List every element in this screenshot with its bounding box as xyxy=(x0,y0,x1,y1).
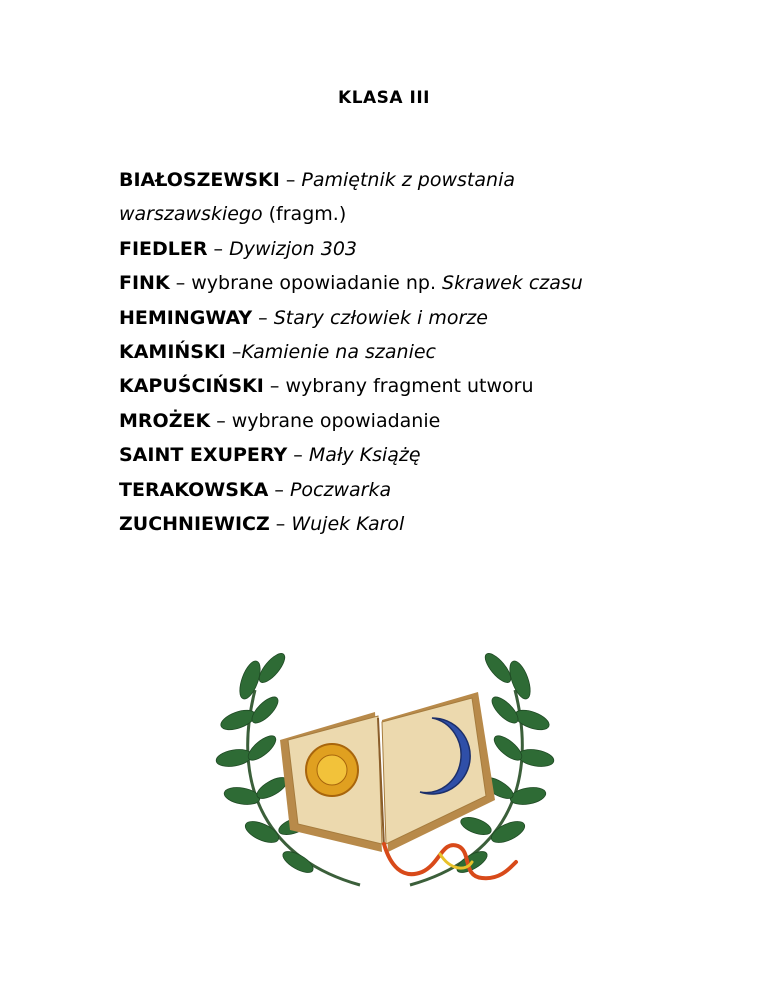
list-item xyxy=(119,232,719,266)
work-title: Mały Książę xyxy=(308,444,421,467)
separator: – wybrane opowiadanie np. xyxy=(169,272,443,295)
list-item xyxy=(119,335,719,369)
author-name: FINK xyxy=(119,272,170,295)
work-title: Pamiętnik z powstania warszawskiego xyxy=(119,169,515,226)
reading-list xyxy=(119,163,719,541)
list-item xyxy=(119,438,719,472)
ribbon-icon xyxy=(384,844,516,878)
separator: – xyxy=(269,513,292,536)
list-item xyxy=(119,301,719,335)
laurel-book-sun-moon-emblem-icon xyxy=(210,640,560,900)
list-item xyxy=(119,163,599,232)
author-name: FIEDLER xyxy=(119,237,208,260)
separator: – wybrany fragment utworu xyxy=(263,375,534,398)
list-item xyxy=(119,473,719,507)
work-title: Kamienie na szaniec xyxy=(241,341,436,364)
author-name: KAPUŚCIŃSKI xyxy=(119,375,264,398)
separator: – wybrane opowiadanie xyxy=(210,409,441,432)
list-item xyxy=(119,404,719,438)
sun-icon xyxy=(306,744,358,796)
work-title: Dywizjon 303 xyxy=(229,237,358,260)
work-title: Poczwarka xyxy=(289,478,392,501)
work-note: (fragm.) xyxy=(262,203,347,226)
author-name: HEMINGWAY xyxy=(119,306,253,329)
separator: – xyxy=(268,478,290,501)
work-title: Wujek Karol xyxy=(291,513,405,536)
author-name: TERAKOWSKA xyxy=(119,478,269,501)
work-title: Skrawek czasu xyxy=(442,272,583,295)
author-name: KAMIŃSKI xyxy=(119,341,226,364)
separator: – xyxy=(225,341,242,364)
page-title: KLASA III xyxy=(338,88,430,108)
author-name: MROŻEK xyxy=(119,409,211,432)
author-name: SAINT EXUPERY xyxy=(119,444,288,467)
work-title: Stary człowiek i morze xyxy=(273,306,488,329)
list-item xyxy=(119,507,719,541)
separator: – xyxy=(279,169,302,191)
list-item xyxy=(119,369,719,403)
author-name: BIAŁOSZEWSKI xyxy=(119,169,280,191)
separator: – xyxy=(207,237,230,260)
author-name: ZUCHNIEWICZ xyxy=(119,513,270,536)
separator: – xyxy=(287,444,309,467)
separator: – xyxy=(252,306,274,329)
list-item xyxy=(119,266,719,300)
